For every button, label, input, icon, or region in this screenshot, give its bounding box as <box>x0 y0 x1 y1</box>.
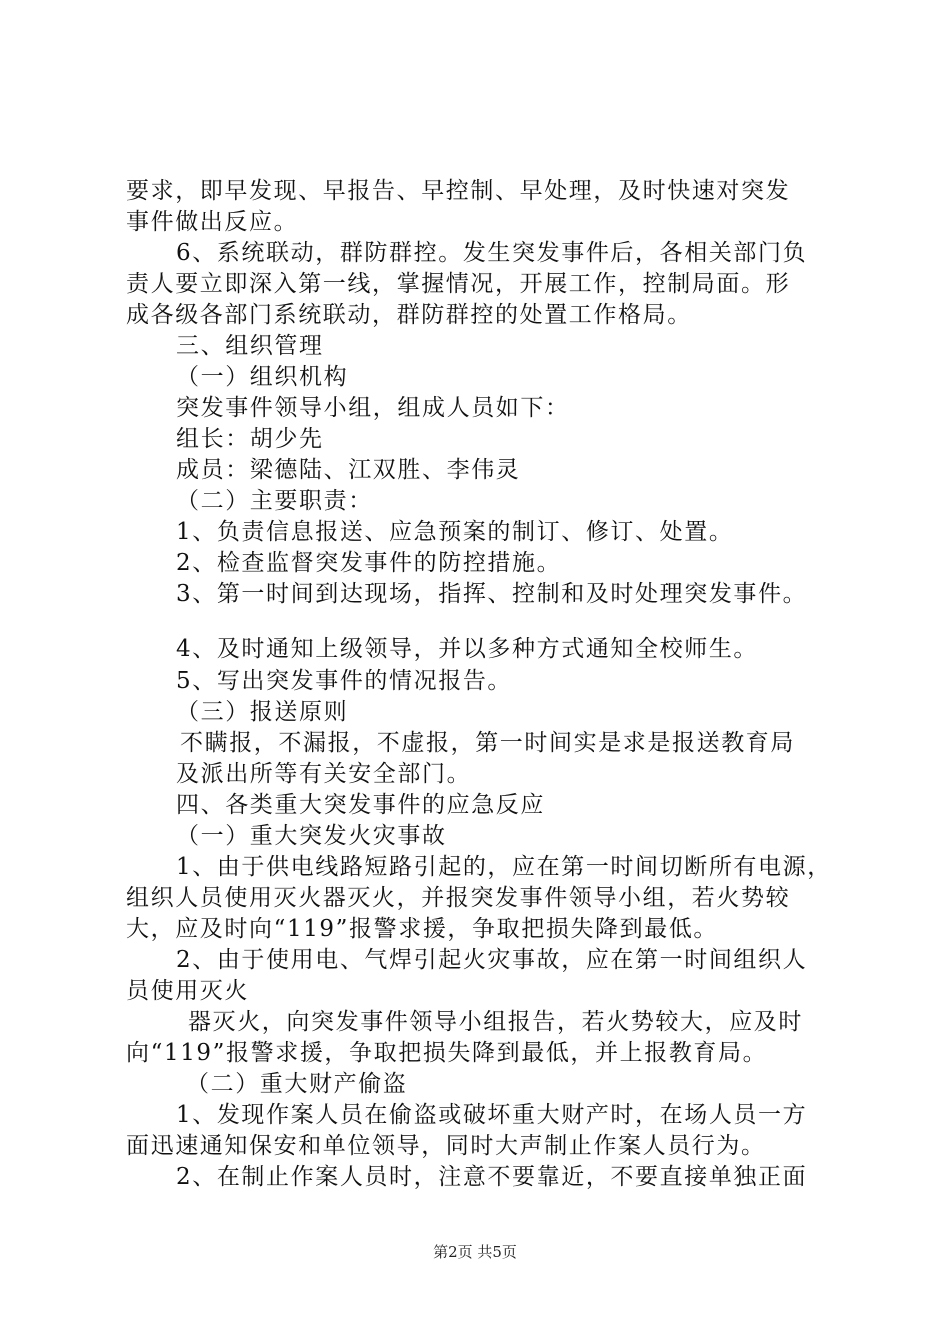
text-line: 组织人员使用灭火器灭火，并报突发事件领导小组，若火势较 <box>126 885 791 911</box>
text-line: 不瞒报，不漏报，不虚报，第一时间实是求是报送教育局 <box>180 730 795 756</box>
text-line: 面迅速通知保安和单位领导，同时大声制止作案人员行为。 <box>126 1133 766 1159</box>
text-line: 器灭火，向突发事件领导小组报告，若火势较大，应及时 <box>188 1009 803 1035</box>
text-line: 员使用灭火 <box>126 978 249 1004</box>
text-line: 1、负责信息报送、应急预案的制订、修订、处置。 <box>176 519 734 545</box>
text-line: 成员：梁德陆、江双胜、李伟灵 <box>176 457 521 483</box>
text-line: 6、系统联动，群防群控。发生突发事件后，各相关部门负 <box>176 240 808 266</box>
text-line: 1、发现作案人员在偷盗或破坏重大财产时，在场人员一方 <box>176 1102 808 1128</box>
text-line: 5、写出突发事件的情况报告。 <box>176 668 513 694</box>
text-line: 大，应及时向“119”报警求援，争取把损失降到最低。 <box>126 916 719 942</box>
text-line: 突发事件领导小组，组成人员如下： <box>176 395 570 421</box>
text-line: 组长：胡少先 <box>176 426 324 452</box>
subsection-heading: （二）重大财产偷盗 <box>186 1071 408 1097</box>
text-line: 1、由于供电线路短路引起的，应在第一时间切断所有电源， <box>176 854 832 880</box>
subsection-heading: （三）报送原则 <box>176 699 349 725</box>
text-line: 成各级各部门系统联动，群防群控的处置工作格局。 <box>126 302 692 328</box>
text-line: 2、由于使用电、气焊引起火灾事故，应在第一时间组织人 <box>176 947 808 973</box>
text-line: 4、及时通知上级领导，并以多种方式通知全校师生。 <box>176 636 759 662</box>
text-line: 及派出所等有关安全部门。 <box>176 761 472 787</box>
subsection-heading: （一）重大突发火灾事故 <box>176 823 447 849</box>
page-number-footer: 第2页 共5页 <box>433 1243 517 1261</box>
subsection-heading: （一）组织机构 <box>176 364 349 390</box>
text-line: 3、第一时间到达现场，指挥、控制和及时处理突发事件。 <box>176 581 808 607</box>
text-line: 2、在制止作案人员时，注意不要靠近，不要直接单独正面 <box>176 1164 808 1190</box>
text-line: 向“119”报警求援，争取把损失降到最低，并上报教育局。 <box>126 1040 768 1066</box>
text-line: 要求，即早发现、早报告、早控制、早处理，及时快速对突发 <box>126 178 791 204</box>
subsection-heading: （二）主要职责： <box>176 488 373 514</box>
text-line: 事件做出反应。 <box>126 209 299 235</box>
section-heading: 三、组织管理 <box>176 333 324 359</box>
section-heading: 四、各类重大突发事件的应急反应 <box>176 792 545 818</box>
text-line: 2、检查监督突发事件的防控措施。 <box>176 550 562 576</box>
text-line: 责人要立即深入第一线，掌握情况，开展工作，控制局面。形 <box>126 271 791 297</box>
